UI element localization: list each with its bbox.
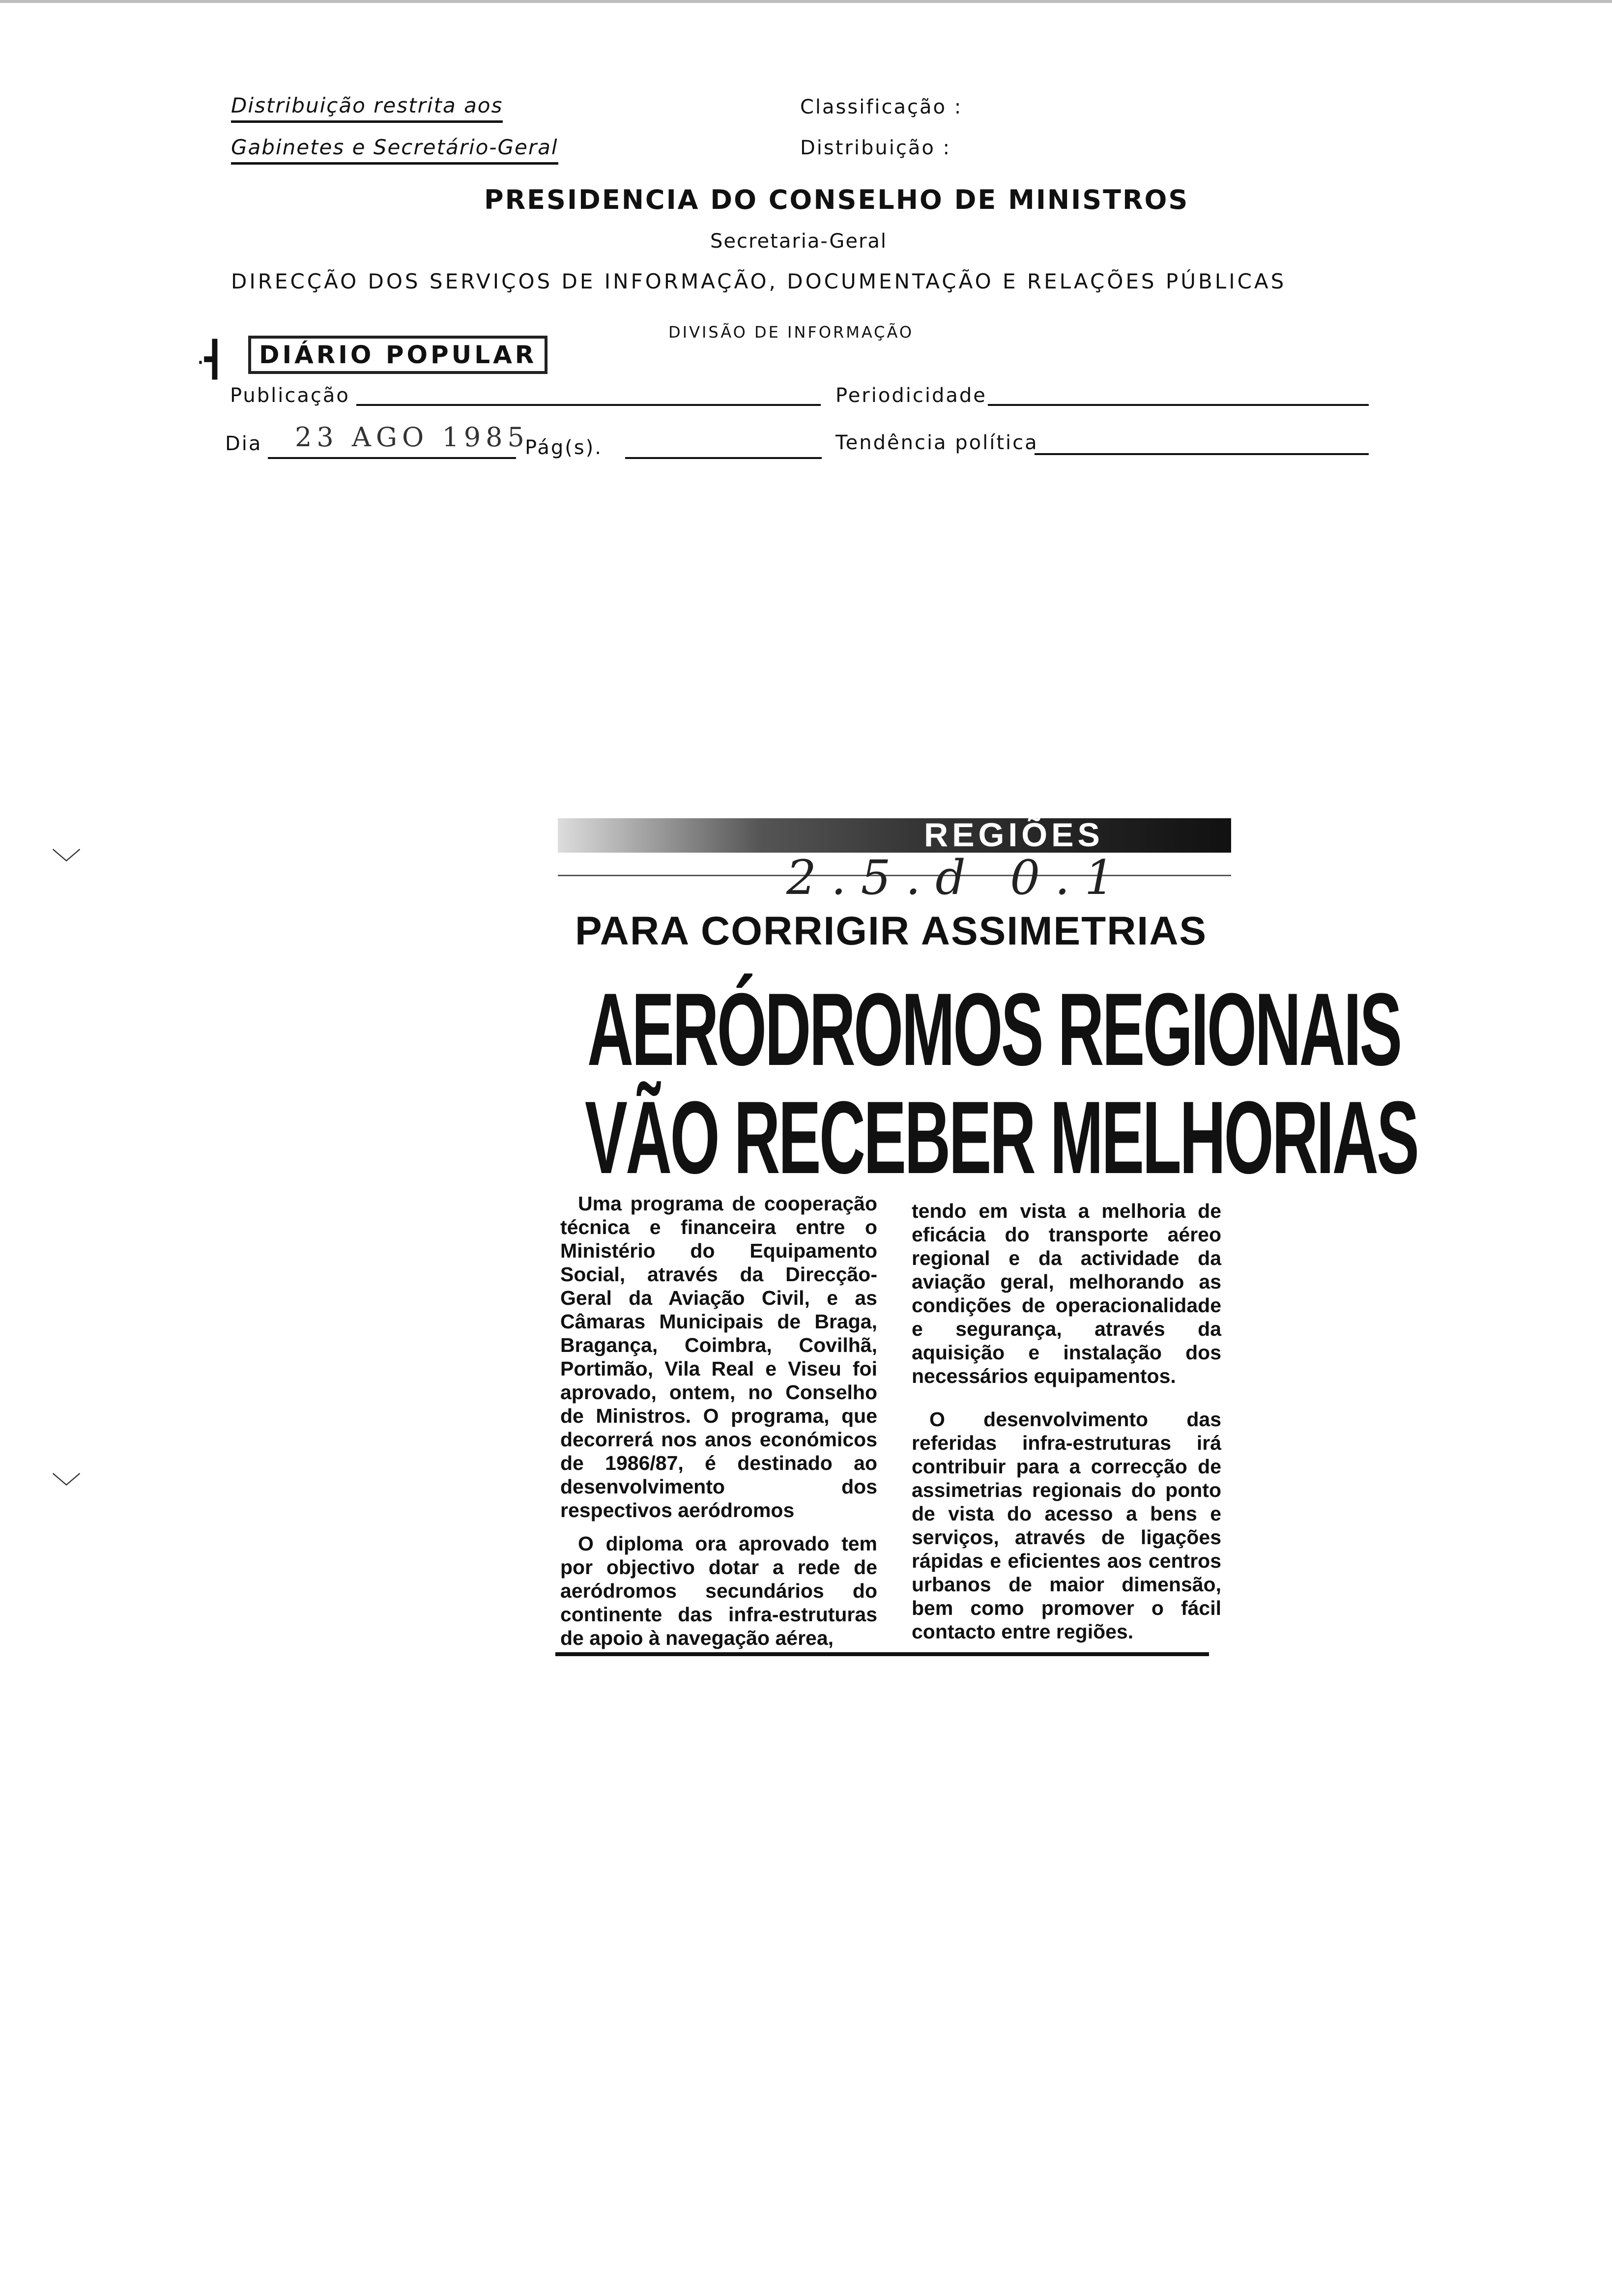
tendencia-field — [1035, 453, 1369, 455]
distribution-note-line1: Distribuição restrita aos — [231, 93, 503, 123]
divisao-informacao: DIVISÃO DE INFORMAÇÃO — [668, 323, 914, 342]
dia-label: Dia — [225, 432, 262, 455]
article-col2-paragraph: tendo em vista a melhoria de eficácia do transporte aéreo regional e da actividade da aviação geral, melhorando as condições de operacionalidade e segurança, através da aquisição e instalação dos necessários equipamentos. — [912, 1200, 1221, 1387]
distribuicao-label: Distribuição : — [800, 137, 951, 159]
article-column-1 — [560, 1192, 877, 1650]
publicacao-field — [356, 404, 821, 406]
punch-mark-lower: ﹀ — [52, 1471, 81, 1505]
classificacao-label: Classificação : — [800, 96, 963, 118]
section-banner — [558, 818, 1231, 853]
page-title: PRESIDENCIA DO CONSELHO DE MINISTROS — [484, 184, 1189, 215]
article-column-2 — [912, 1199, 1221, 1643]
stamp-bracket-mark: ·┫ — [197, 339, 226, 379]
article-headline-line2: VÃO RECEBER MELHORIAS — [585, 1080, 1418, 1195]
direccao-servicos: DIRECÇÃO DOS SERVIÇOS DE INFORMAÇÃO, DOCUMENTAÇÃO E RELAÇÕES PÚBLICAS — [231, 269, 1287, 293]
article-col1-paragraph: O diploma ora aprovado tem por objectivo dotar a rede de aeródromos secundários do continente das infra-estruturas de apoio à navegação aérea, — [560, 1532, 877, 1649]
pags-field — [625, 457, 822, 459]
punch-mark-upper: ﹀ — [52, 847, 81, 881]
article-col1-paragraph: Uma programa de cooperação técnica e financeira entre o Ministério do Equipamento Social, através da Direcção-Geral da Aviação Civil, e as Câmaras Municipais de Braga, Bragança, Coimbra, Covilhã, Portimão, Vila Real e Viseu foi aprovado, ontem, no Conselho de Ministros. O programa, que decorrerá nos anos económicos de 1986/87, é destinado ao desenvolvimento dos respectivos aeródromos — [560, 1192, 877, 1521]
publicacao-label: Publicação — [230, 384, 350, 407]
scan-top-edge — [0, 0, 1612, 3]
publication-stamp: DIÁRIO POPULAR — [248, 336, 547, 374]
secretaria-geral: Secretaria-Geral — [710, 230, 888, 253]
section-banner-label: REGIÕES — [924, 816, 1104, 854]
article-kicker: PARA CORRIGIR ASSIMETRIAS — [575, 909, 1208, 953]
dia-field — [268, 457, 516, 459]
article-col2-paragraph: O desenvolvimento das referidas infra-estruturas irá contribuir para a correcção de assimetrias regionais do ponto de vista do acesso a bens e serviços, através de ligações rápidas e eficientes aos centros urbanos de maior dimensão, bem como promover o fácil contacto entre regiões. — [912, 1408, 1221, 1643]
handwritten-reference: 2.5.d 0.1 — [786, 850, 1129, 905]
dia-handwritten-date: 23 AGO 1985 — [295, 422, 529, 453]
distribution-note-line2: Gabinetes e Secretário-Geral — [231, 135, 558, 165]
article-bottom-rule — [555, 1652, 1209, 1656]
periodicidade-field — [988, 404, 1369, 406]
pags-label: Pág(s). — [525, 436, 603, 459]
tendencia-label: Tendência política — [835, 431, 1038, 454]
periodicidade-label: Periodicidade — [835, 384, 987, 407]
article-headline-line1: AERÓDROMOS REGIONAIS — [587, 972, 1401, 1087]
